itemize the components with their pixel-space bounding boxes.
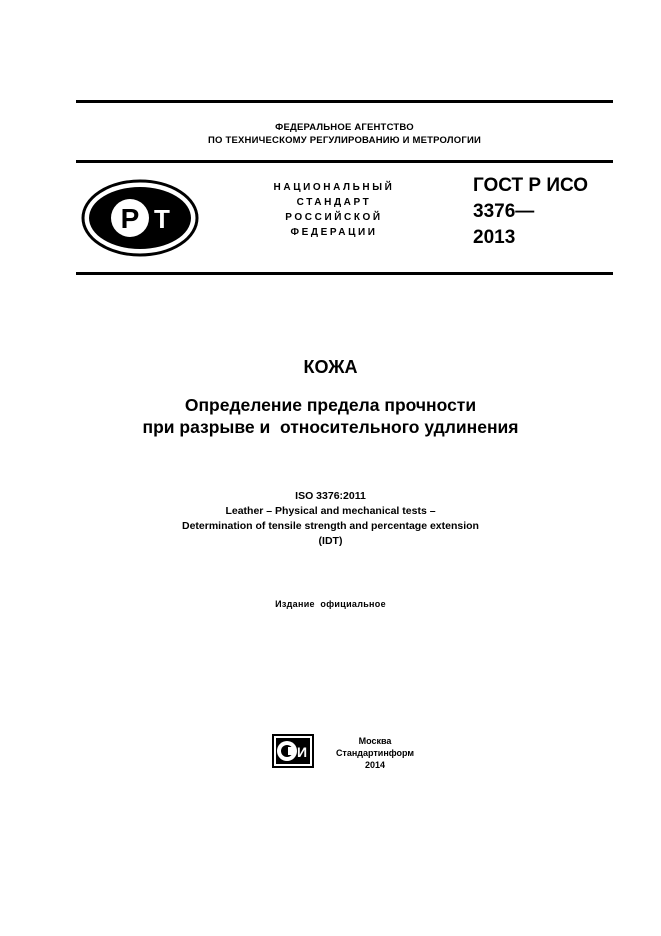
publisher-name: Стандартинформ <box>335 748 415 758</box>
national-line-4: ФЕДЕРАЦИИ <box>290 227 378 238</box>
publisher-year: 2014 <box>364 760 386 770</box>
national-line-2: СТАНДАРТ <box>296 197 372 208</box>
national-line-3: РОССИЙСКОЙ <box>285 212 383 223</box>
subtitle-line-1: Определение предела прочности <box>184 395 477 415</box>
agency-header <box>76 121 613 147</box>
document-subtitle <box>0 394 661 438</box>
svg-text:Р: Р <box>120 203 140 234</box>
svg-text:И: И <box>296 744 308 760</box>
gost-r-logo <box>80 178 200 258</box>
bottom-rule <box>76 272 613 275</box>
document-title: КОЖА <box>303 357 358 377</box>
publisher-city: Москва <box>358 736 392 746</box>
iso-idt: (IDT) <box>318 535 343 547</box>
gost-number <box>473 173 588 251</box>
iso-title-line-1: Leather – Physical and mechanical tests – <box>225 505 436 517</box>
si-emblem-icon <box>272 734 314 768</box>
gost-line-2: 3376— <box>473 201 535 222</box>
national-line-1: НАЦИОНАЛЬНЫЙ <box>273 182 395 193</box>
svg-text:Т: Т <box>154 204 170 234</box>
standartinform-logo <box>272 734 314 768</box>
agency-line-1: ФЕДЕРАЛЬНОЕ АГЕНТСТВО <box>275 122 414 133</box>
top-rule <box>76 100 613 103</box>
gost-line-1: ГОСТ Р ИСО <box>473 175 589 196</box>
gost-line-3: 2013 <box>473 227 516 248</box>
subtitle-line-2: при разрыве и относительного удлинения <box>142 417 519 437</box>
rst-emblem-icon <box>80 178 200 258</box>
national-standard-label <box>256 180 412 240</box>
agency-line-2: ПО ТЕХНИЧЕСКОМУ РЕГУЛИРОВАНИЮ И МЕТРОЛОГИИ <box>208 135 481 146</box>
iso-code: ISO 3376:2011 <box>295 490 366 502</box>
iso-reference <box>0 489 661 549</box>
iso-title-line-2: Determination of tensile strength and percentage extension <box>182 520 479 532</box>
mid-rule <box>76 160 613 163</box>
publisher-info <box>320 735 430 771</box>
edition-label: Издание официальное <box>275 599 386 609</box>
